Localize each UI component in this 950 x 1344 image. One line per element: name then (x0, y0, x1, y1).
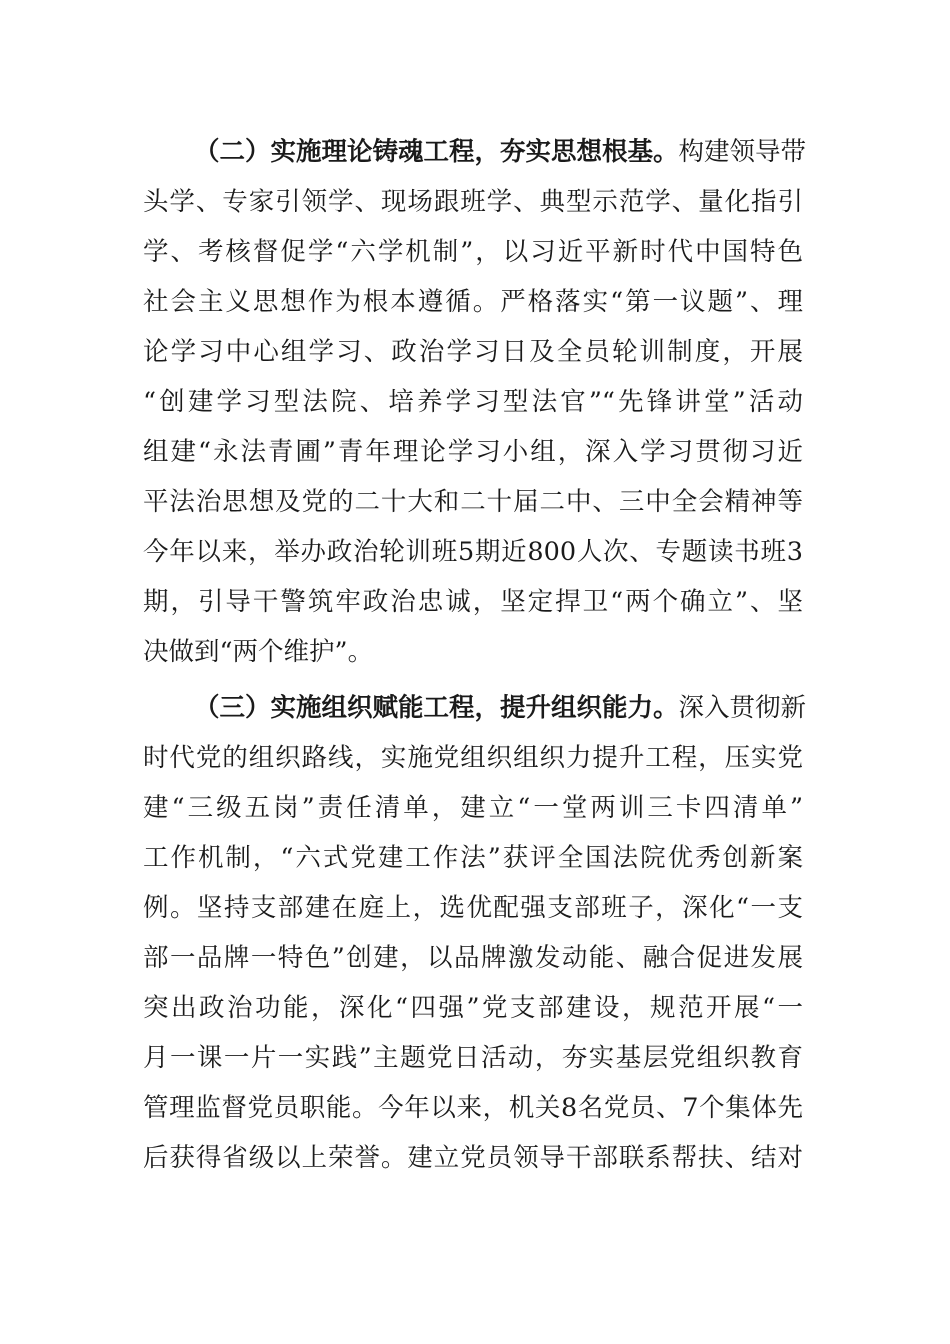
paragraph-line: 学、考核督促学“六学机制”，以习近平新时代中国特色 (143, 237, 803, 267)
paragraph-line: 决做到“两个维护”。 (143, 637, 374, 667)
paragraph-line: 突出政治功能，深化“四强”党支部建设，规范开展“一 (143, 993, 803, 1023)
paragraph-line: 建“三级五岗”责任清单，建立“一堂两训三卡四清单” (143, 793, 803, 823)
section-three-paragraph (143, 683, 807, 1183)
paragraph-line (143, 683, 807, 733)
paragraph-line: 后获得省级以上荣誉。建立党员领导干部联系帮扶、结对 (143, 1143, 803, 1173)
paragraph-line: 平法治思想及党的二十大和二十届二中、三中全会精神等 (143, 487, 803, 517)
section-heading: （三）实施组织赋能工程，提升组织能力。 (194, 693, 679, 723)
paragraph-line: 社会主义思想作为根本遵循。严格落实“第一议题”、理 (143, 287, 803, 317)
paragraph-line: 头学、专家引领学、现场跟班学、典型示范学、量化指引 (143, 187, 803, 217)
paragraph-line (143, 127, 807, 177)
paragraph-line: 时代党的组织路线，实施党组织组织力提升工程，压实党 (143, 743, 803, 773)
line-text: 深入贯彻新 (678, 693, 807, 723)
paragraph-line: 例。坚持支部建在庭上，选优配强支部班子，深化“一支 (143, 893, 803, 923)
paragraph-line: 今年以来，举办政治轮训班5期近800人次、专题读书班3 (143, 537, 803, 567)
line-text: 构建领导带 (678, 137, 807, 167)
paragraph-line: 工作机制，“六式党建工作法”获评全国法院优秀创新案 (143, 843, 803, 873)
document-body (143, 127, 807, 1183)
paragraph-line: 论学习中心组学习、政治学习日及全员轮训制度，开展 (143, 337, 803, 367)
paragraph-line: 月一课一片一实践”主题党日活动，夯实基层党组织教育 (143, 1043, 803, 1073)
paragraph-line: 期，引导干警筑牢政治忠诚，坚定捍卫“两个确立”、坚 (143, 587, 803, 617)
section-two-paragraph (143, 127, 807, 677)
paragraph-line: 管理监督党员职能。今年以来，机关8名党员、7个集体先 (143, 1093, 803, 1123)
paragraph-line: “创建学习型法院、培养学习型法官”“先锋讲堂”活动 (143, 387, 803, 417)
paragraph-line: 部一品牌一特色”创建，以品牌激发动能、融合促进发展 (143, 943, 803, 973)
paragraph-line: 组建“永法青圃”青年理论学习小组，深入学习贯彻习近 (143, 437, 803, 467)
section-heading: （二）实施理论铸魂工程，夯实思想根基。 (194, 137, 679, 167)
